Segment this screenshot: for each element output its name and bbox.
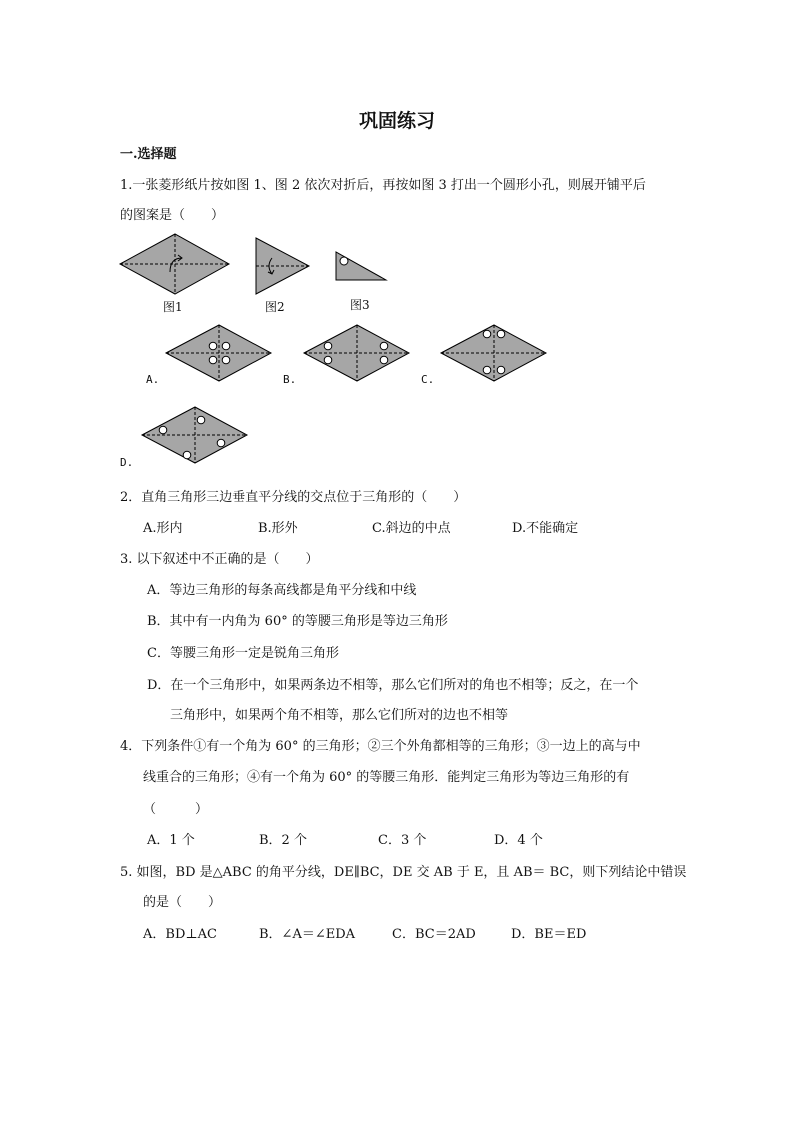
- q2-stem: 2．直角三角形三边垂直平分线的交点位于三角形的（ ）: [120, 490, 467, 505]
- figure1-rhombus: [120, 232, 230, 296]
- q5-line1: 5. 如图，BD 是△ABC 的角平分线，DE∥BC，DE 交 AB 于 E，且 AB＝ BC，则下列结论中错误: [120, 865, 687, 880]
- q5-line2: 的是（ ）: [143, 895, 222, 910]
- figure2-caption: 图2: [265, 300, 285, 314]
- q3-option-a: A．等边三角形的每条高线都是角平分线和中线: [147, 583, 417, 598]
- figure2-triangle: [254, 236, 312, 296]
- q2-option-c: C.斜边的中点: [372, 521, 451, 536]
- figure1-caption: 图1: [163, 300, 183, 314]
- option-a-label: A.: [146, 373, 160, 386]
- q4-option-c: C．3 个: [378, 833, 427, 848]
- q4-line3: （ ）: [143, 802, 209, 817]
- q5-option-c: C．BC＝2AD: [392, 927, 476, 942]
- option-d-label: D.: [120, 456, 134, 469]
- q5-option-b: B．∠A＝∠EDA: [259, 927, 356, 942]
- q3-stem: 3. 以下叙述中不正确的是（ ）: [120, 552, 319, 567]
- q1-line2: 的图案是（ ）: [120, 208, 225, 223]
- option-d-rhombus: [142, 406, 248, 464]
- figure3-triangle: [334, 250, 388, 282]
- q2-option-a: A.形内: [143, 521, 183, 536]
- q3-option-c: C．等腰三角形一定是锐角三角形: [147, 646, 339, 661]
- q4-option-a: A．1 个: [147, 833, 195, 848]
- page-title: 巩固练习: [358, 110, 435, 132]
- q4-line1: 4．下列条件①有一个角为 60° 的三角形；②三个外角都相等的三角形；③一边上的高与中: [120, 739, 641, 754]
- option-c-label: C.: [421, 373, 435, 386]
- q1-line1: 1.一张菱形纸片按如图 1、图 2 依次对折后，再按如图 3 打出一个圆形小孔，则展开铺平后: [120, 178, 646, 193]
- q4-option-b: B．2 个: [259, 833, 307, 848]
- option-a-rhombus: [166, 324, 272, 382]
- q4-option-d: D．4 个: [494, 833, 543, 848]
- q2-option-d: D.不能确定: [512, 521, 579, 536]
- figure3-caption: 图3: [350, 298, 370, 312]
- q5-option-a: A．BD⊥AC: [143, 927, 217, 942]
- q2-option-b: B.形外: [258, 521, 298, 536]
- option-c-rhombus: [441, 324, 547, 382]
- option-b-label: B.: [283, 373, 297, 386]
- q3-option-d-line2: 三角形中，如果两个角不相等，那么它们所对的边也不相等: [170, 708, 509, 723]
- section-heading: 一.选择题: [120, 147, 177, 162]
- q3-option-d-line1: D．在一个三角形中，如果两条边不相等，那么它们所对的角也不相等；反之，在一个: [147, 678, 639, 693]
- q3-option-b: B．其中有一内角为 60° 的等腰三角形是等边三角形: [147, 614, 448, 629]
- q5-option-d: D．BE＝ED: [511, 927, 587, 942]
- q4-line2: 线重合的三角形；④有一个角为 60° 的等腰三角形．能判定三角形为等边三角形的有: [143, 770, 630, 785]
- option-b-rhombus: [304, 324, 410, 382]
